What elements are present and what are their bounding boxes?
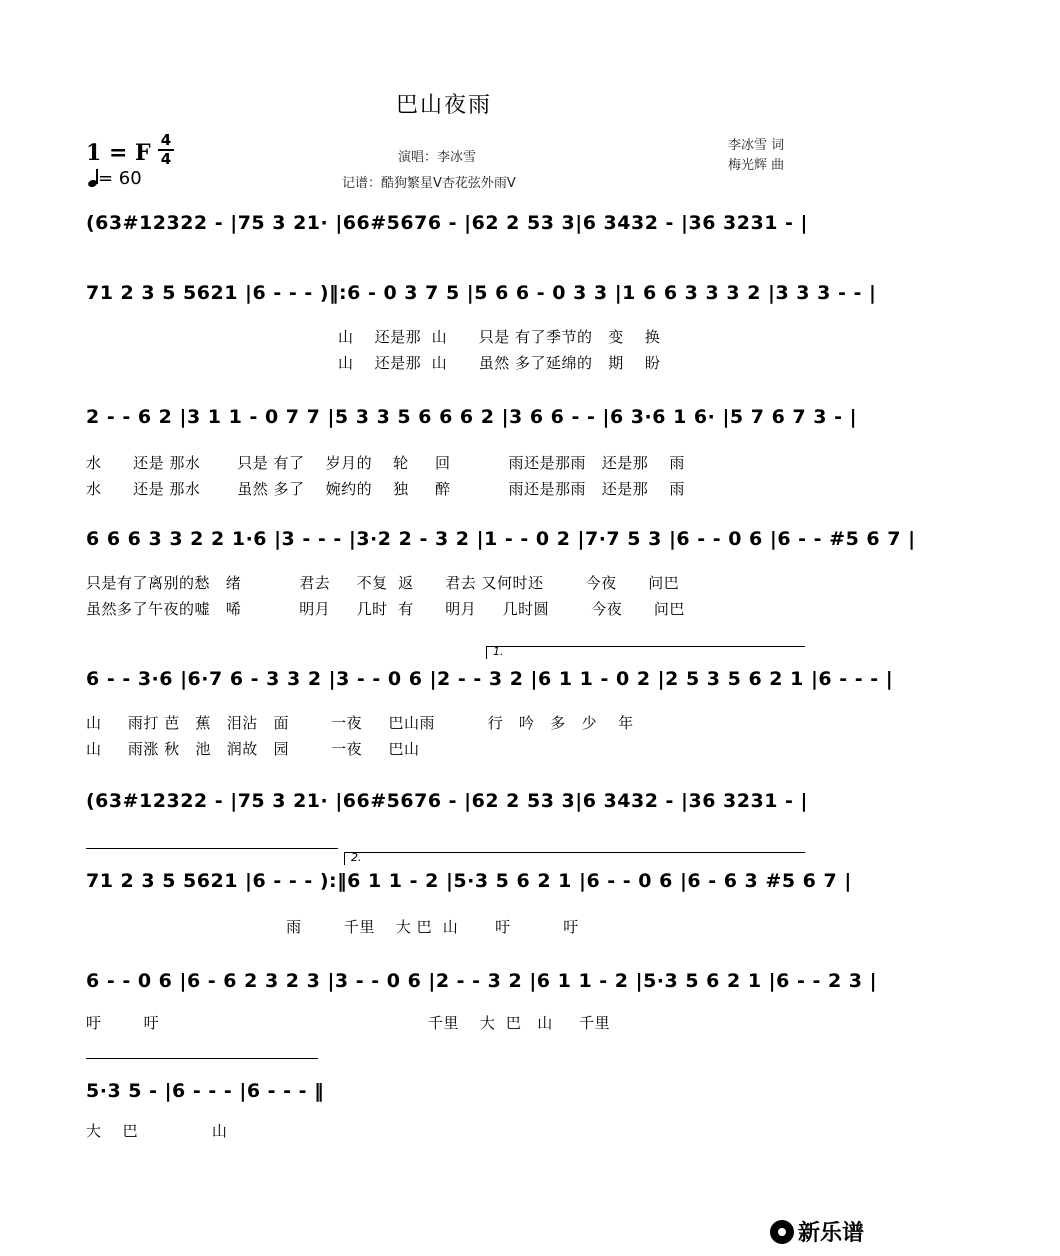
record-disc-icon bbox=[770, 1220, 794, 1244]
system-9 bbox=[86, 1080, 336, 1140]
system-2-lyrics-1: 山 还是那 山 只是 有了季节的 变 换 bbox=[338, 328, 661, 346]
song-title: 巴山夜雨 bbox=[395, 93, 492, 118]
system-4-notes: 6 6 6 3 3 2 2 1·6 |3 - - - |3·2 2 - 3 2 |1 - - 0 2 |7·7 5 3 |6 - - 0 6 |6 - - #5 6 7 | bbox=[86, 528, 916, 550]
volta-2-continuation bbox=[86, 1058, 318, 1071]
key-signature: 1 = F bbox=[86, 140, 151, 166]
brand-logo bbox=[770, 1216, 864, 1247]
system-9-lyrics-1: 大 巴 山 bbox=[86, 1122, 228, 1140]
system-3-notes: 2 - - 6 2 |3 1 1 - 0 7 7 |5 3 3 5 6 6 6 2 |3 6 6 - - |6 3·6 1 6· |5 7 6 7 3 - | bbox=[86, 406, 858, 428]
composer-credit: 梅光辉 曲 bbox=[728, 158, 785, 173]
system-1-notes: (63#12322 - |75 3 21· |66#5676 - |62 2 53 3|6 3432 - |36 3231 - | bbox=[86, 212, 808, 234]
system-4-lyrics-2: 虽然多了午夜的嘘 唏 明月 几时 有 明月 几时圆 今夜 问巴 bbox=[86, 600, 685, 618]
lyricist-credit: 李冰雪 词 bbox=[728, 138, 785, 153]
system-5-lyrics-2: 山 雨涨 秋 池 润故 园 一夜 巴山 bbox=[86, 740, 420, 758]
time-signature-top: 4 bbox=[160, 131, 172, 149]
system-6-notes: (63#12322 - |75 3 21· |66#5676 - |62 2 53 3|6 3432 - |36 3231 - | bbox=[86, 790, 808, 812]
system-5 bbox=[86, 668, 894, 758]
system-8 bbox=[86, 970, 878, 1032]
system-4-lyrics-1: 只是有了离别的愁 绪 君去 不复 返 君去 又何时还 今夜 问巴 bbox=[86, 574, 680, 592]
system-2-notes: 71 2 3 5 5621 |6 - - - )‖:6 - 0 3 7 5 |5 6 6 - 0 3 3 |1 6 6 3 3 3 2 |3 3 3 - - | bbox=[86, 282, 877, 304]
system-7-lyrics-1: 雨 千里 大 巴 山 吁 吁 bbox=[86, 918, 579, 936]
time-signature-bottom: 4 bbox=[160, 150, 172, 168]
quarter-note-icon bbox=[88, 169, 98, 187]
system-9-notes: 5·3 5 - |6 - - - |6 - - - ‖ bbox=[86, 1080, 325, 1102]
time-signature bbox=[158, 133, 174, 167]
volta-1-continuation bbox=[86, 848, 338, 861]
volta-1-bracket bbox=[486, 646, 805, 659]
transcriber-credit: 记谱：酷狗繁星V杏花弦外雨V bbox=[342, 176, 516, 191]
brand-name: 新乐谱 bbox=[798, 1221, 865, 1246]
volta-1-label: 1. bbox=[493, 645, 504, 658]
volta-2-label: 2. bbox=[351, 851, 362, 864]
system-8-notes: 6 - - 0 6 |6 - 6 2 3 2 3 |3 - - 0 6 |2 - - 3 2 |6 1 1 - 2 |5·3 5 6 2 1 |6 - - 2 3 | bbox=[86, 970, 878, 992]
singer-credit: 演唱：李冰雪 bbox=[398, 150, 477, 165]
system-5-lyrics-1: 山 雨打 芭 蕉 泪沾 面 一夜 巴山雨 行 吟 多 少 年 bbox=[86, 714, 634, 732]
system-4 bbox=[86, 528, 916, 618]
system-3-lyrics-2: 水 还是 那水 虽然 多了 婉约的 独 醉 雨还是那雨 还是那 雨 bbox=[86, 480, 685, 498]
system-2-lyrics-2: 山 还是那 山 虽然 多了延绵的 期 盼 bbox=[338, 354, 661, 372]
system-6 bbox=[86, 790, 808, 830]
system-7 bbox=[86, 870, 852, 936]
system-3 bbox=[86, 406, 858, 498]
volta-2-bracket bbox=[344, 852, 805, 865]
system-8-lyrics-1: 吁 吁 千里 大 巴 山 千里 bbox=[86, 1014, 611, 1032]
tempo-marking bbox=[88, 168, 142, 189]
system-2 bbox=[86, 282, 877, 372]
system-3-lyrics-1: 水 还是 那水 只是 有了 岁月的 轮 回 雨还是那雨 还是那 雨 bbox=[86, 454, 685, 472]
tempo-value: = 60 bbox=[98, 168, 142, 189]
system-7-notes: 71 2 3 5 5621 |6 - - - ):‖6 1 1 - 2 |5·3 5 6 2 1 |6 - - 0 6 |6 - 6 3 #5 6 7 | bbox=[86, 870, 852, 892]
system-1 bbox=[86, 212, 808, 252]
system-5-notes: 6 - - 3·6 |6·7 6 - 3 3 2 |3 - - 0 6 |2 - - 3 2 |6 1 1 - 0 2 |2 5 3 5 6 2 1 |6 - - - | bbox=[86, 668, 894, 690]
